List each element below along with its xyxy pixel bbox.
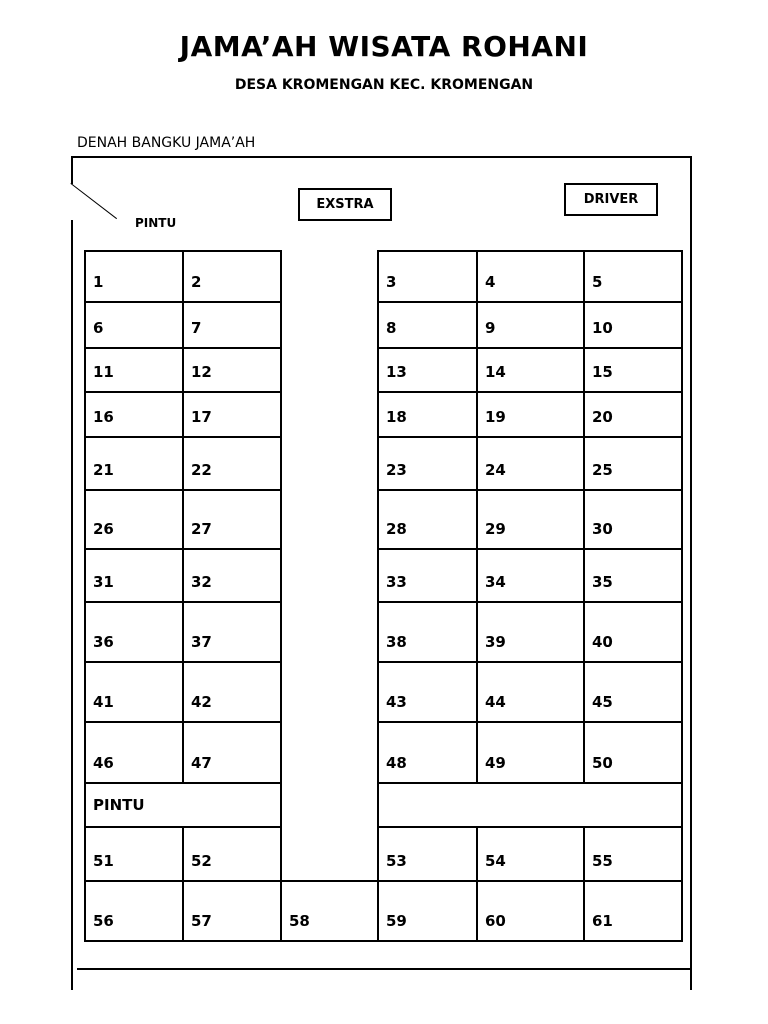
- seat: [84, 250, 184, 303]
- seat-label: 48: [386, 754, 407, 772]
- seat-label: 52: [191, 852, 212, 870]
- seat: [583, 391, 683, 438]
- middle-door-area-label: PINTU: [93, 796, 145, 814]
- seat: [476, 436, 585, 491]
- seat-label: 45: [592, 693, 613, 711]
- seat-label: 21: [93, 461, 114, 479]
- seat: [84, 826, 184, 882]
- blank-area: [377, 782, 683, 828]
- seat: [476, 661, 585, 723]
- seat: [182, 721, 282, 784]
- seat-label: 54: [485, 852, 506, 870]
- seat-label: 23: [386, 461, 407, 479]
- seat: [84, 601, 184, 663]
- seat-label: 2: [191, 273, 202, 291]
- seat: [583, 826, 683, 882]
- seat-label: 5: [592, 273, 603, 291]
- seat-label: 19: [485, 408, 506, 426]
- page-subtitle: DESA KROMENGAN KEC. KROMENGAN: [234, 77, 534, 93]
- seat: [84, 301, 184, 349]
- bus-outline-bottom: [77, 968, 690, 970]
- seat: [84, 391, 184, 438]
- seat: [182, 661, 282, 723]
- seat-label: 4: [485, 273, 496, 291]
- seat: [476, 301, 585, 349]
- middle-door-area: [84, 782, 282, 828]
- seat-label: 16: [93, 408, 114, 426]
- driver-seat-box: DRIVER: [564, 183, 658, 216]
- seat-label: 34: [485, 573, 506, 591]
- seat-label: 51: [93, 852, 114, 870]
- seat-label: 39: [485, 633, 506, 651]
- seat-label: 47: [191, 754, 212, 772]
- seat-label: 42: [191, 693, 212, 711]
- seat-label: 9: [485, 319, 496, 337]
- seat: [377, 826, 478, 882]
- seat-label: 10: [592, 319, 613, 337]
- seat: [476, 489, 585, 550]
- seat: [84, 489, 184, 550]
- front-door-swing-line: [70, 183, 117, 219]
- seat: [583, 880, 683, 942]
- seat: [476, 721, 585, 784]
- seat-label: 61: [592, 912, 613, 930]
- bus-outline-top: [71, 156, 692, 158]
- bus-outline-left-upper: [71, 156, 73, 184]
- seat-label: 18: [386, 408, 407, 426]
- seat-label: 20: [592, 408, 613, 426]
- seat: [84, 880, 184, 942]
- seat-label: 30: [592, 520, 613, 538]
- front-door-label: PINTU: [135, 216, 177, 230]
- seat-label: 6: [93, 319, 104, 337]
- seat-label: 55: [592, 852, 613, 870]
- seat-label: 41: [93, 693, 114, 711]
- seat-label: 11: [93, 363, 114, 381]
- seat-label: 59: [386, 912, 407, 930]
- seat-label: 1: [93, 273, 104, 291]
- seat-label: 38: [386, 633, 407, 651]
- seat: [84, 721, 184, 784]
- seat: [583, 250, 683, 303]
- seat-label: 12: [191, 363, 212, 381]
- bus-outline-right: [690, 156, 692, 990]
- seat: [583, 301, 683, 349]
- seat: [476, 548, 585, 603]
- seat-label: 28: [386, 520, 407, 538]
- seat: [377, 880, 478, 942]
- seat: [377, 548, 478, 603]
- seat-label: 24: [485, 461, 506, 479]
- seat: [377, 489, 478, 550]
- seat-label: 15: [592, 363, 613, 381]
- seat: [182, 347, 282, 393]
- seat-label: 60: [485, 912, 506, 930]
- page-title: JAMA’AH WISATA ROHANI: [179, 30, 589, 63]
- seat: [476, 250, 585, 303]
- seat: [377, 721, 478, 784]
- seat-label: 27: [191, 520, 212, 538]
- seat: [583, 436, 683, 491]
- bus-outline-left-lower: [71, 220, 73, 990]
- seat: [377, 391, 478, 438]
- seat-label: 40: [592, 633, 613, 651]
- seat-plan-caption: DENAH BANGKU JAMA’AH: [77, 135, 256, 151]
- seat: [182, 489, 282, 550]
- seat-label: 35: [592, 573, 613, 591]
- seat: [377, 601, 478, 663]
- seat-label: 3: [386, 273, 397, 291]
- seat: [84, 347, 184, 393]
- seat-label: 37: [191, 633, 212, 651]
- seat: [583, 489, 683, 550]
- seat: [583, 601, 683, 663]
- seat-label: 7: [191, 319, 202, 337]
- seat: [280, 880, 379, 942]
- seat: [583, 661, 683, 723]
- seat-label: 49: [485, 754, 506, 772]
- seat-label: 36: [93, 633, 114, 651]
- seat: [476, 391, 585, 438]
- seat-label: 31: [93, 573, 114, 591]
- seat: [182, 250, 282, 303]
- seat: [182, 436, 282, 491]
- seat-label: 14: [485, 363, 506, 381]
- seat-label: 13: [386, 363, 407, 381]
- seat: [182, 880, 282, 942]
- seat: [583, 721, 683, 784]
- seat-label: 26: [93, 520, 114, 538]
- seat-label: 53: [386, 852, 407, 870]
- seat-label: 17: [191, 408, 212, 426]
- seat: [377, 301, 478, 349]
- seat: [377, 661, 478, 723]
- seat-label: 56: [93, 912, 114, 930]
- seat: [182, 548, 282, 603]
- seat: [377, 347, 478, 393]
- seat-label: 32: [191, 573, 212, 591]
- seat-label: 50: [592, 754, 613, 772]
- seat: [476, 826, 585, 882]
- seat: [182, 391, 282, 438]
- seat: [182, 301, 282, 349]
- seat: [84, 548, 184, 603]
- seat: [377, 436, 478, 491]
- seat-label: 22: [191, 461, 212, 479]
- seat-label: 58: [289, 912, 310, 930]
- seat: [84, 436, 184, 491]
- seat: [377, 250, 478, 303]
- seat-label: 25: [592, 461, 613, 479]
- extra-seat-box: EXSTRA: [298, 188, 392, 221]
- seat: [476, 880, 585, 942]
- seat: [84, 661, 184, 723]
- seat-label: 29: [485, 520, 506, 538]
- seat-label: 33: [386, 573, 407, 591]
- seat: [583, 347, 683, 393]
- seat-label: 44: [485, 693, 506, 711]
- seat-label: 43: [386, 693, 407, 711]
- seat: [583, 548, 683, 603]
- seat: [476, 347, 585, 393]
- seat: [476, 601, 585, 663]
- seat-label: 46: [93, 754, 114, 772]
- seat-label: 8: [386, 319, 397, 337]
- seat-label: 57: [191, 912, 212, 930]
- seat: [182, 601, 282, 663]
- seat: [182, 826, 282, 882]
